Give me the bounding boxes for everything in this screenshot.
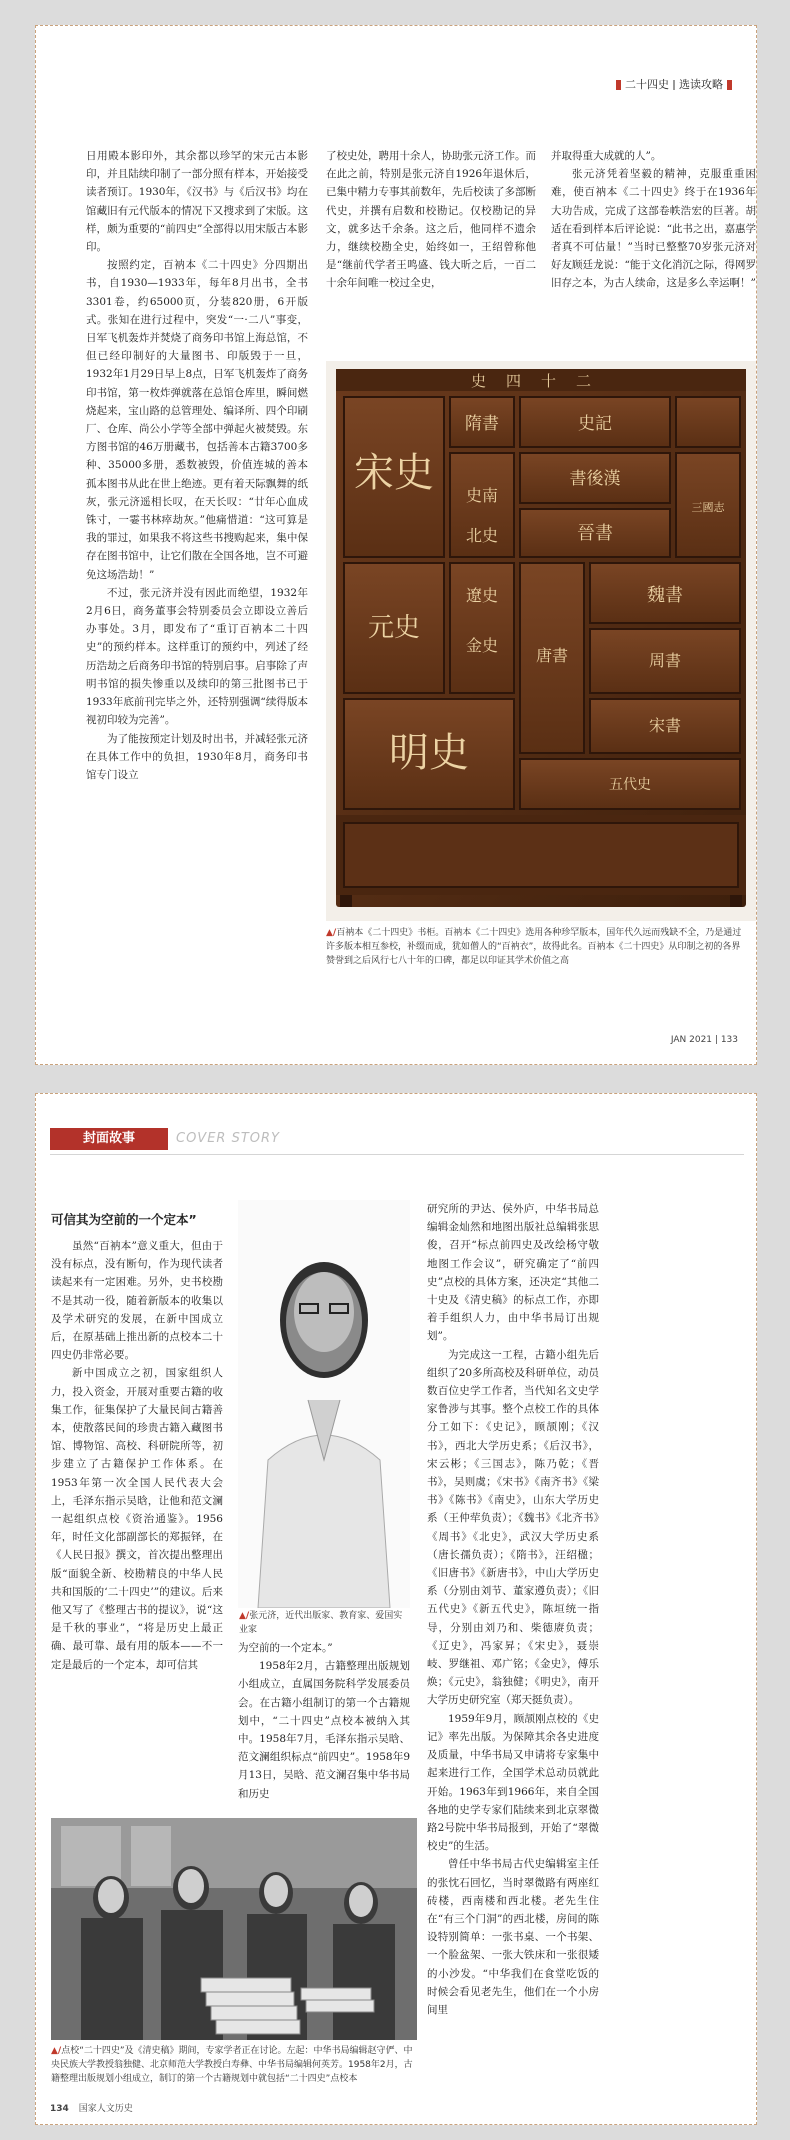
- article-column-1: [86, 147, 308, 947]
- paragraph: 虽然“百衲本”意义重大，但由于没有标点，没有断句，作为现代读者读起来有一定困难。另外，史书校勘不是其动一役，随着新版本的收集以及学术研究的发展，在新中国成立后，在原基础上推出新的点校本二十四史仍非常必要。: [51, 1240, 223, 1362]
- label-songshi: 宋史: [354, 450, 434, 496]
- label-weishu: 魏書: [647, 585, 683, 606]
- paragraph: 为空前的一个定本。”: [238, 1642, 333, 1654]
- article-column-3: [551, 147, 756, 387]
- page-133: [35, 25, 757, 1065]
- issue-date: JAN 2021: [670, 1035, 713, 1045]
- label-nanshi: 史南: [465, 486, 499, 505]
- photo-caption: [326, 926, 746, 968]
- label-zhoushu: 周書: [648, 651, 682, 670]
- page-footer: [50, 2101, 133, 2114]
- paragraph: 为完成这一工程，古籍小组先后组织了20多所高校及科研单位，动员数百位史学工作者，当代知名文史学家鲁涉与其事。整个点校工作的具体分工如下：《史记》，顾颉刚；《汉书》，西北大学历史系；《后汉书》，宋云彬；《三国志》，陈乃乾；《晋书》，吴则虞；《宋书》《南齐书》《梁书》《陈书》《南史》，山东大学历史系（王仲荦负责）；《魏书》《北齐书》《周书》《北史》，武汉大学历史系（唐长孺负责）；《隋书》，汪绍楹；《旧唐书》《新唐书》，中山大学历史系（分别由刘节、董家遵负责）；《旧五代史》《新五代史》，陈垣统一指导，分别由刘乃和、柴德赓负责；《辽史》，冯家昇；《宋史》，聂崇岐、罗继祖、邓广铭；《金史》，傅乐焕；《元史》，翁独健；《明史》，南开大学历史研究室（郑天挺负责）。: [427, 1348, 599, 1707]
- header-bar-left: [616, 80, 621, 90]
- paragraph: 了校史处，聘用十余人，协助张元济工作。而在此之前，特别是张元济自1926年退休后，已集中精力专事其前数年，先后校读了多部断代史，并撰有启数和校勘记。仅校勘记的异文，就多达千余条。这之后，他同样不遗余力，继续校勘全史，始终如一，王绍曾称他是“继前代学者王鸣盛、钱大昕之后，一百二十余年间唯一校过全史，: [326, 150, 536, 290]
- label-wudai: 五代史: [609, 777, 651, 793]
- caption-text: 百衲本《二十四史》书柜。百衲本《二十四史》选用各种珍罕版本，国年代久远而残缺不全，乃是通过许多版本相互参校，补缀而成，犹如僧人的“百衲衣”，故得此名。百衲本《二十四史》从印制之初的各界赞誉到之后风行七八十年的口碑，都足以印证其学术价值之高: [326, 928, 742, 966]
- scholars-group-photo: [51, 1818, 417, 2040]
- caption-marker-icon: ▲/: [326, 928, 337, 938]
- paragraph: 1959年9月，顾颉刚点校的《史记》率先出版。为保障其余各史进度及质量，中华书局又申请将专家集中起来进行工作，全国学术总动员就此开始。1963年到1966年，来自全国各地的史学专家们陆续来到北京翠微路2号院中华书局报到，开始了“翠微校史”的生活。: [427, 1712, 599, 1853]
- article-column-2: [326, 147, 536, 387]
- paragraph: 张元济凭着坚毅的精神，克服重重困难，使百衲本《二十四史》终于在1936年大功告成，完成了这部卷帙浩宏的巨著。胡适在看到样本后评论说：“此书之出，嘉惠学者真不可估量！”当时已整整70岁张元济对好友顾廷龙说：“能于文化消沉之际，得网罗旧存之本，为古人续命，这是多么幸运啊！”: [551, 168, 756, 290]
- label-houhan: 書後漢: [569, 469, 621, 489]
- paragraph: 1958年2月，古籍整理出版规划小组成立，直属国务院科学发展委员会。在古籍小组制订的第一个古籍规划中，“二十四史”点校本被纳入其中。1958年7月，毛泽东指示吴晗、范文澜组织标点“前四史”。1958年9月13日，吴晗、范文澜召集中华书局和历史: [238, 1660, 410, 1800]
- label-sui: 隋書: [465, 414, 499, 434]
- portrait-photo: [238, 1200, 410, 1608]
- page-number: 134: [50, 2104, 69, 2114]
- header-bar-right: [727, 80, 732, 90]
- label-sanguo: 三國志: [691, 501, 725, 514]
- header-sub: 选读攻略: [679, 78, 723, 91]
- label-beishi: 北史: [465, 526, 499, 545]
- header-bar-mid: [673, 80, 675, 90]
- page-134: [35, 1093, 757, 2125]
- caption-text: 张元济，近代出版家、教育家、爱国实业家: [239, 1611, 403, 1635]
- section-band-english: COVER STORY: [176, 1131, 280, 1146]
- band-divider: [50, 1154, 744, 1155]
- article-column-3: [427, 1200, 599, 2080]
- label-mingshi: 明史: [389, 730, 469, 776]
- paragraph: 并取得重大成就的人”。: [551, 150, 662, 162]
- caption-marker-icon: ▲/: [239, 1611, 250, 1621]
- bookcase-photo: [326, 361, 756, 921]
- label-yuanshi: 元史: [367, 613, 421, 643]
- section-subtitle: 可信其为空前的一个定本”: [51, 1212, 197, 1227]
- article-column-1: [51, 1237, 223, 1805]
- label-tangshu: 唐書: [535, 646, 569, 665]
- paragraph: 曾任中华书局古代史编辑室主任的张忱石回忆，当时翠微路有两座红砖楼，西南楼和西北楼。老先生住在“有三个门洞”的西北楼，房间的陈设特别简单：一张书桌、一个书架、一个脸盆架、一张大铁床和一张很矮的小沙发。“中华我们在食堂吃饭的时候会看见老先生，他们在一个小房间里: [427, 1858, 599, 2016]
- label-shiji: 史記: [578, 414, 612, 434]
- paragraph: 为了能按预定计划及时出书，并减轻张元济在具体工作中的负担，1930年8月，商务印书馆专门设立: [86, 732, 308, 781]
- page-footer: [671, 1035, 738, 1045]
- paragraph: 不过，张元济并没有因此而绝望，1932年2月6日，商务董事会特别委员会立即设立善后办事处。3月，即发布了“重订百衲本二十四史”的预约样本。这样重订的预约中，列述了经历浩劫之后商务印书馆的特别启事。启事除了声明书馆的损失惨重以及续印的第三批图书已于1933年底前刊完毕之外，还特别强调“续得版本视初印较为完善”。: [86, 586, 308, 727]
- portrait-caption: [239, 1609, 411, 1637]
- caption-marker-icon: ▲/: [51, 2046, 62, 2056]
- label-songshu: 宋書: [648, 716, 682, 735]
- paragraph: 研究所的尹达、侯外庐，中华书局总编辑金灿然和地图出版社总编辑张思俊，召开“标点前四史及改绘杨守敬地图工作会议”，研究确定了“前四史”点校的具体方案，还决定“其他二十史及《清史稿》的标点工作，亦即着手组织人力，由中华书局订出规划”。: [427, 1203, 599, 1343]
- paragraph: 日用殿本影印外，其余都以珍罕的宋元古本影印，并且陆续印制了一部分照有样本，开始接受读者预订。1930年，《汉书》与《后汉书》均在馆藏旧有元代版本的情况下又搜求到了宋版。这样，颇为重要的“前四史”全部得以用宋版古本影印。: [86, 150, 308, 254]
- label-jinshu: 晉書: [577, 523, 613, 544]
- section-band: 封面故事: [50, 1128, 168, 1150]
- page-number: 133: [720, 1035, 738, 1045]
- label-liaoshi: 遼史: [465, 586, 499, 605]
- header-section: 二十四史: [625, 78, 669, 91]
- group-photo-caption: [51, 2044, 417, 2086]
- caption-text: 点校“二十四史”及《清史稿》期间，专家学者正在讨论。左起：中华书局编辑赵守俨、中央民族大学教授翁独健、北京师范大学教授白寿彝、中华书局编辑何英芳。1958年2月，古籍整理出版规划小组成立，制订的第一个古籍规划中就包括“二十四史”点校本: [51, 2046, 413, 2084]
- label-jinshi: 金史: [465, 636, 499, 655]
- journal-name: 国家人文历史: [78, 2104, 133, 2114]
- article-column-2: [238, 1639, 410, 1814]
- cabinet-title: 史四十二: [470, 372, 612, 390]
- paragraph: 新中国成立之初，国家组织人力，投入资金，开展对重要古籍的收集工作，征集保护了大量民间古籍善本，使散落民间的珍贵古籍入藏图书馆、博物馆、高校、科研院所等，初步建立了古籍保护工作体系。在1953年第一次全国人民代表大会上，毛泽东指示吴晗，让他和范文澜一起组织点校《资治通鉴》。1956年，时任文化部副部长的郑振铎，在《人民日报》撰文，首次提出整理出版“面貌全新、校勘精良的中华人民共和国版的‘二十四史’”的建议。后来他又写了《整理古书的提议》，说“这是千秋的事业”，“将是历史上最正确、最可靠、最有用的版本——不一定是最后的一个定本，却可信其: [51, 1367, 223, 1671]
- paragraph: 按照约定，百衲本《二十四史》分四期出书，自1930—1933年，每年8月出书，全书3301卷，约65000页，分装820册，6开版式。张知在进行过程中，突发“一·二八”事变，日军飞机轰炸并焚烧了商务印书馆上海总馆，不但已经印制好的大量图书、印版毁于一旦，1932年1月29日早上8点，日军飞机轰炸了商务印书馆，第一枚炸弹就落在总馆仓库里，瞬间燃烧起来，宝山路的总管理处、编译所、四个印刷厂、仓库、尚公小学等全部中弹起火被焚毁。东方图书馆的46万册藏书，包括善本古籍3700多种、35000多册，悉数被毁，价值连城的善本孤本图书从此在世上绝迹。更有着天际飘舞的纸灰，张元济遥相长叹，在天长叹：“廿年心血成铢寸，一霎书林瘁劫灰。”他痛惜道：“这可算是我的罪过，如果我不将这些书搜购起来，集中保存在图书馆中，让它们散在全国各地，岂不可避免这场浩劫！”: [86, 259, 308, 581]
- footer-divider: |: [714, 1035, 721, 1045]
- running-header: [612, 76, 736, 92]
